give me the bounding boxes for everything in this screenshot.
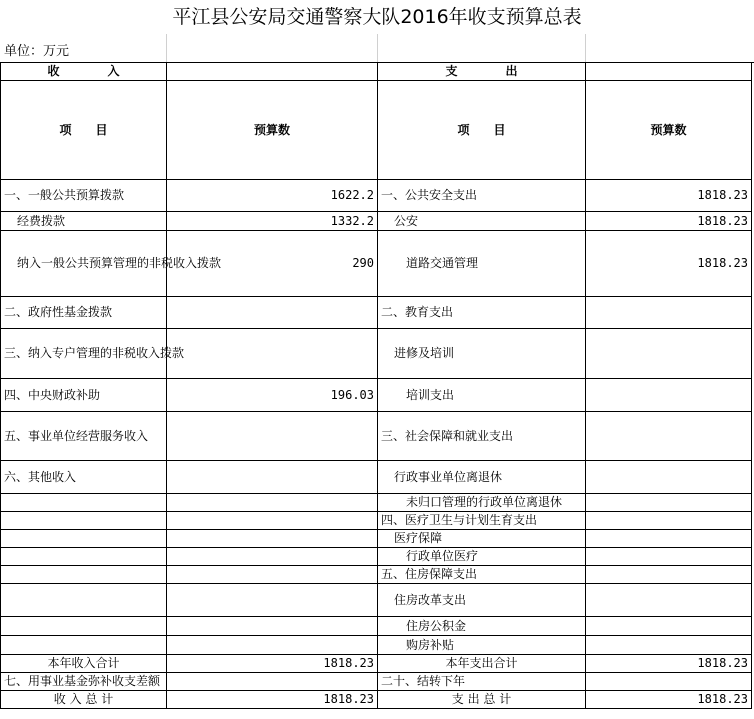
expense-value — [586, 636, 752, 655]
income-value — [167, 548, 378, 566]
table-row — [1, 584, 752, 617]
unit-row — [0, 34, 754, 63]
expense-value: 1818.23 — [586, 212, 752, 231]
expense-item: 住房公积金 — [378, 617, 586, 636]
expense-value — [586, 548, 752, 566]
income-budget-header: 预算数 — [167, 81, 378, 180]
income-item — [1, 584, 167, 617]
empty-cell — [167, 63, 378, 81]
income-item — [1, 530, 167, 548]
income-item: 一、一般公共预算拨款 — [1, 180, 167, 212]
expense-item: 道路交通管理 — [378, 231, 586, 297]
income-item — [1, 512, 167, 530]
income-value — [167, 329, 378, 379]
expense-item: 三、社会保障和就业支出 — [378, 412, 586, 461]
expense-item: 公安 — [378, 212, 586, 231]
table-row — [1, 412, 752, 461]
expense-value — [586, 673, 752, 691]
income-item: 五、事业单位经营服务收入 — [1, 412, 167, 461]
expense-value — [586, 379, 752, 412]
income-value — [167, 566, 378, 584]
expense-section-header: 支 出 — [378, 63, 586, 81]
expense-total-value: 1818.23 — [586, 691, 752, 709]
income-item — [1, 494, 167, 512]
table-row — [1, 617, 752, 636]
expense-item: 购房补贴 — [378, 636, 586, 655]
expense-item: 四、医疗卫生与计划生育支出 — [378, 512, 586, 530]
expense-item: 医疗保障 — [378, 530, 586, 548]
income-item-header: 项 目 — [1, 81, 167, 180]
expense-item: 进修及培训 — [378, 329, 586, 379]
income-item — [1, 566, 167, 584]
table-row — [1, 512, 752, 530]
gridline — [377, 34, 378, 62]
expense-value — [586, 412, 752, 461]
income-item: 七、用事业基金弥补收支差额 — [1, 673, 167, 691]
income-value — [167, 584, 378, 617]
gridline — [585, 34, 586, 62]
income-value — [167, 494, 378, 512]
expense-item: 一、公共安全支出 — [378, 180, 586, 212]
table-row — [1, 530, 752, 548]
page-title: 平江县公安局交通警察大队2016年收支预算总表 — [172, 6, 582, 28]
income-value — [167, 530, 378, 548]
income-value — [167, 412, 378, 461]
table-row — [1, 212, 752, 231]
income-item: 三、纳入专户管理的非税收入拨款 — [1, 329, 167, 379]
expense-item: 行政事业单位离退休 — [378, 461, 586, 494]
income-item: 纳入一般公共预算管理的非税收入拨款 — [1, 231, 167, 297]
income-value: 1622.2 — [167, 180, 378, 212]
total-row — [1, 691, 752, 709]
expense-value — [586, 297, 752, 329]
table-row — [1, 297, 752, 329]
expense-subtotal-label: 本年支出合计 — [378, 655, 586, 673]
expense-item: 五、住房保障支出 — [378, 566, 586, 584]
income-item — [1, 617, 167, 636]
income-value: 290 — [167, 231, 378, 297]
expense-value — [586, 530, 752, 548]
expense-budget-header: 预算数 — [586, 81, 752, 180]
gridline — [166, 34, 167, 62]
table-row — [1, 636, 752, 655]
income-subtotal-label: 本年收入合计 — [1, 655, 167, 673]
expense-total-label: 支 出 总 计 — [378, 691, 586, 709]
table-row — [1, 379, 752, 412]
table-row — [1, 494, 752, 512]
expense-item-header: 项 目 — [378, 81, 586, 180]
expense-value — [586, 461, 752, 494]
table-row — [1, 673, 752, 691]
income-value — [167, 636, 378, 655]
expense-item: 未归口管理的行政单位离退休 — [378, 494, 586, 512]
table-row — [1, 231, 752, 297]
income-item: 经费拨款 — [1, 212, 167, 231]
income-value — [167, 617, 378, 636]
income-item: 六、其他收入 — [1, 461, 167, 494]
income-item: 四、中央财政补助 — [1, 379, 167, 412]
budget-table — [0, 62, 752, 709]
expense-item: 二、教育支出 — [378, 297, 586, 329]
unit-label: 单位：万元 — [4, 44, 70, 59]
expense-item: 培训支出 — [378, 379, 586, 412]
expense-value — [586, 584, 752, 617]
table-row — [1, 461, 752, 494]
income-value: 1332.2 — [167, 212, 378, 231]
income-item — [1, 636, 167, 655]
expense-value — [586, 512, 752, 530]
expense-subtotal-value: 1818.23 — [586, 655, 752, 673]
expense-value — [586, 566, 752, 584]
income-value — [167, 673, 378, 691]
income-total-value: 1818.23 — [167, 691, 378, 709]
income-total-label: 收 入 总 计 — [1, 691, 167, 709]
income-section-header: 收 入 — [1, 63, 167, 81]
table-row — [1, 566, 752, 584]
table-row — [1, 180, 752, 212]
expense-value — [586, 329, 752, 379]
column-header-row — [1, 81, 752, 180]
expense-value: 1818.23 — [586, 180, 752, 212]
income-value — [167, 461, 378, 494]
expense-item: 二十、结转下年 — [378, 673, 586, 691]
income-subtotal-value: 1818.23 — [167, 655, 378, 673]
empty-cell — [586, 63, 752, 81]
income-item: 二、政府性基金拨款 — [1, 297, 167, 329]
income-item — [1, 548, 167, 566]
income-value — [167, 512, 378, 530]
expense-value — [586, 617, 752, 636]
expense-value: 1818.23 — [586, 231, 752, 297]
table-row — [1, 548, 752, 566]
expense-value — [586, 494, 752, 512]
subtotal-row — [1, 655, 752, 673]
table-row — [1, 329, 752, 379]
income-value — [167, 297, 378, 329]
income-value: 196.03 — [167, 379, 378, 412]
expense-item: 住房改革支出 — [378, 584, 586, 617]
section-header-row — [1, 63, 752, 81]
expense-item: 行政单位医疗 — [378, 548, 586, 566]
